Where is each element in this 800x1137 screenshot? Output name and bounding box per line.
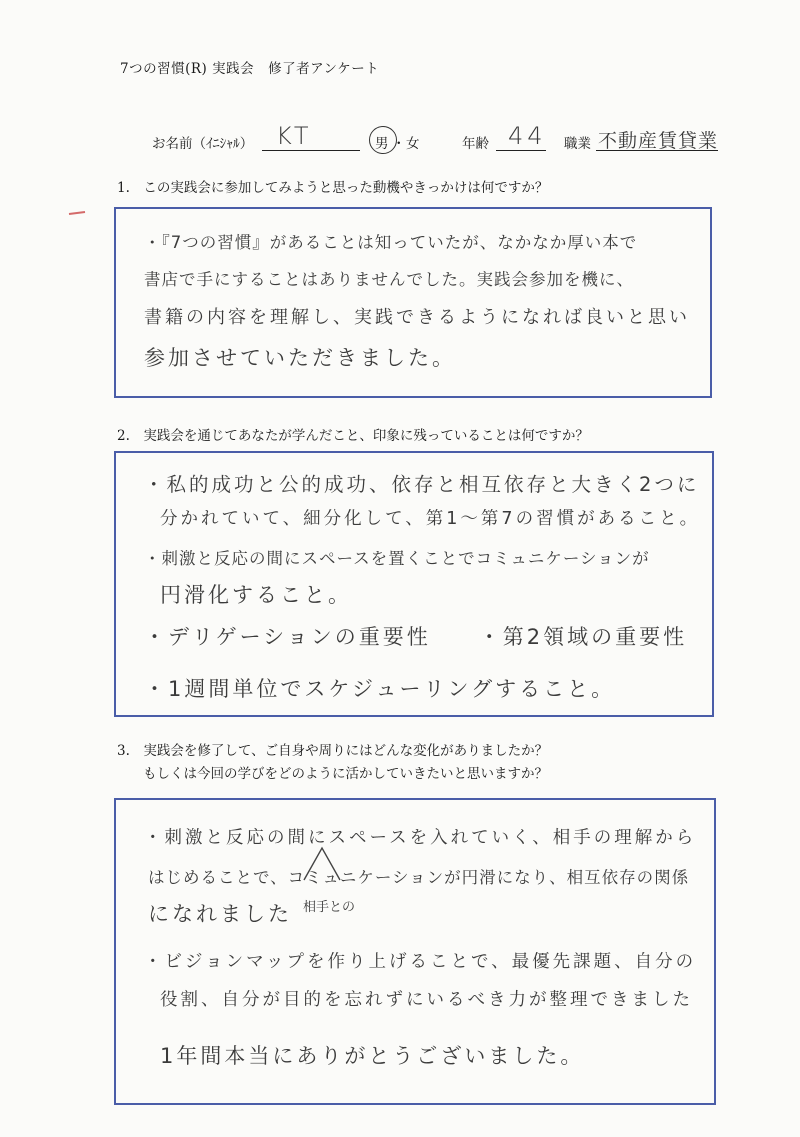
answer-2-line: ・刺激と反応の間にスペースを置くことでコミュニケーションが xyxy=(144,549,650,568)
answer-2-line: ・デリゲーションの重要性 ・第2領域の重要性 xyxy=(144,625,688,649)
job-label: 職業 xyxy=(564,136,591,152)
gender-male-label: 男 xyxy=(375,136,389,152)
answer-2-line: ・1週間単位でスケジューリングすること。 xyxy=(144,677,616,701)
name-line xyxy=(262,150,360,151)
answer-3-line: ・刺激と反応の間にスペースを入れていく、相手の理解から xyxy=(144,828,697,848)
answer-3-line: ・ビジョンマップを作り上げることで、最優先課題、自分の xyxy=(144,952,697,972)
gender-female-label: 女 xyxy=(406,136,420,152)
answer-2-line: 円滑化すること。 xyxy=(160,583,352,607)
age-label: 年齢 xyxy=(462,136,489,152)
respondent-info xyxy=(0,122,800,158)
question-2: 2. 実践会を通じてあなたが学んだこと、印象に残っていることは何ですか？ xyxy=(117,428,589,444)
answer-1-line: ・『7つの習慣』があることは知っていたが、なかなか厚い本で xyxy=(144,233,638,252)
answer-1-line: 参加させていただきました。 xyxy=(144,346,456,370)
answer-box-1 xyxy=(114,207,712,398)
handwritten-insertion: 相手との xyxy=(303,900,356,915)
job-value: 不動産賃貸業 xyxy=(598,130,719,152)
name-value: KT xyxy=(276,122,313,150)
answer-2-line: 分かれていて、細分化して、第1〜第7の習慣があること。 xyxy=(160,509,701,529)
answer-2-line: ・私的成功と公的成功、依存と相互依存と大きく2つに xyxy=(144,473,700,496)
age-line xyxy=(496,150,546,151)
question-3-line-2: もしくは今回の学びをどのように活かしていきたいと思いますか？ xyxy=(143,766,548,782)
form-title: 7つの習慣(R) 実践会 修了者アンケート xyxy=(120,61,380,77)
answer-3-line: はじめることで、コミュニケーションが円滑になり、相互依存の関係 xyxy=(148,868,690,887)
answer-3-line: 1年間本当にありがとうございました。 xyxy=(160,1044,585,1068)
answer-1-line: 書店で手にすることはありませんでした。実践会参加を機に、 xyxy=(144,270,634,289)
answer-1-line: 書籍の内容を理解し、実践できるようになれば良いと思い xyxy=(144,307,690,328)
answer-3-line: 役割、自分が目的を忘れずにいるべき力が整理できました xyxy=(160,990,693,1010)
question-3-line-1: 3. 実践会を修了して、ご自身や周りにはどんな変化がありましたか？ xyxy=(117,743,549,759)
red-pencil-mark xyxy=(68,210,86,216)
answer-3-line: になれました xyxy=(148,902,292,926)
insertion-caret xyxy=(300,842,360,882)
gender-separator: ・ xyxy=(392,136,406,152)
question-1: 1. この実践会に参加してみようと思った動機やきっかけは何ですか？ xyxy=(117,180,549,196)
name-label: お名前（ｲﾆｼｬﾙ） xyxy=(152,136,254,152)
answer-box-2 xyxy=(114,451,714,717)
age-value: 44 xyxy=(508,122,547,150)
answer-box-3 xyxy=(114,798,716,1105)
